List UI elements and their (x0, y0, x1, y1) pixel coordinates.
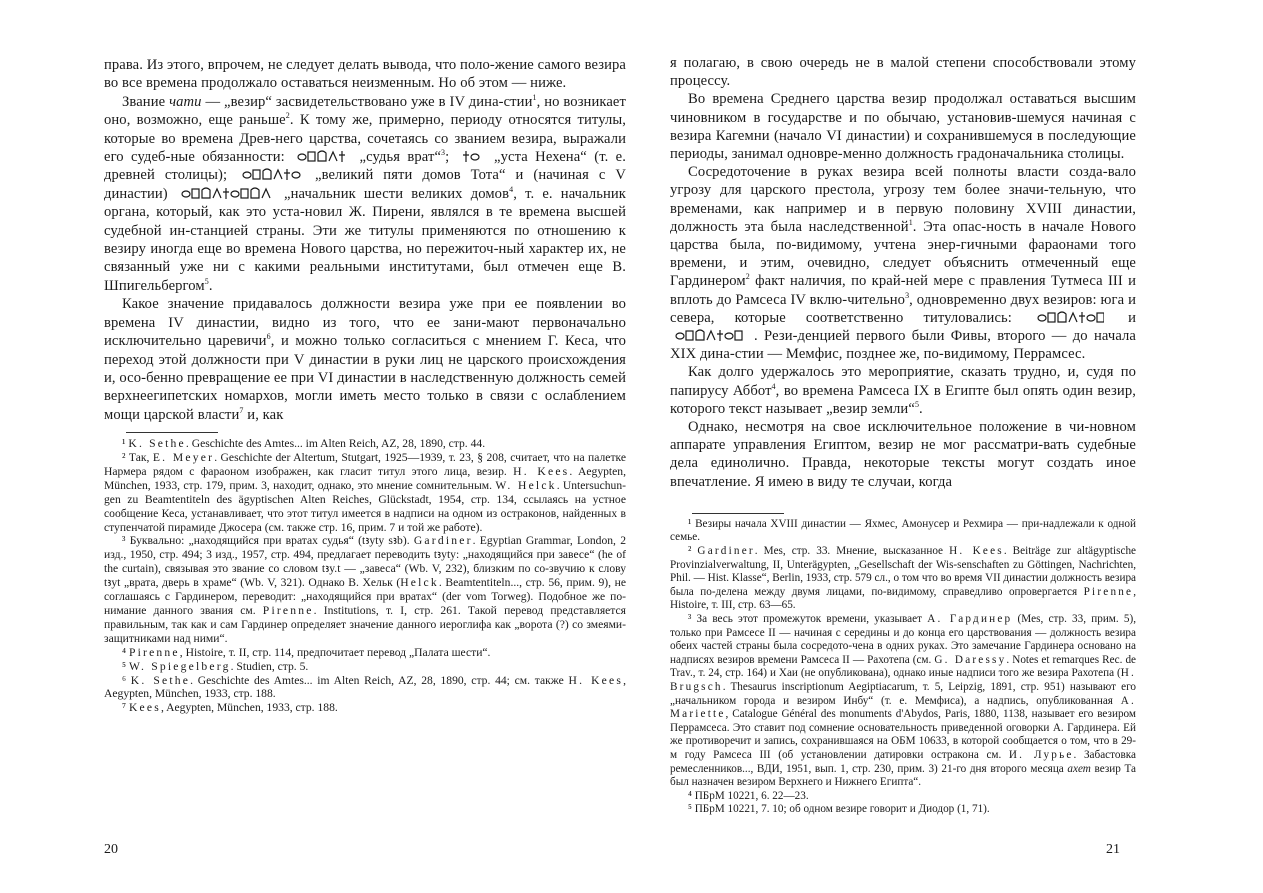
footnote-marker: 4 (509, 184, 514, 194)
paragraph: Во времена Среднего царства везир продолжал оставаться высшим чиновником в государстве и по обычаю, установив-шемуся начиная с везира Кагемни (начало VI династии) и сохранившемуся в последующие периоды, занимал одновре-менно должность градоначальника столицы. (670, 91, 1136, 163)
author-name: Kees (128, 701, 161, 715)
author-name: И. Лурье (1008, 748, 1074, 761)
footnote: ³ За весь этот промежуток времени, указывает А. Гардинер (Mes, стр. 33, прим. 5), только при Рамсесе II — начиная с середины и до конца его царствования — должность везира обеих частей страны была сосредото-чена в одних руках. Это замечание Гардинера основано на надписях везиров времени Рамсеса II — Рахотепа (см. G. Daressy. Notes et remarques Rec. de Trav., т. 24, стр. 164) и Хаи (не опубликована), однако иные надписи того же везира Рахотепа (H. Brugsch. Thesaurus inscriptionum Aegiptiacarum, т. 5, Leipzig, 1891, стр. 951) называют его „начальником города и везиром Инбу“ (т. е. Мемфиса), а надпись, опубликованная А. Mariette, Catalogue Général des monuments d'Abydos, Paris, 1880, 1138, называет его везиром Перрамсеса. Это ставит под сомнение основательность приведенной оговорки А. Гардинера. Ей же противоречит и запись, сохранившаяся на ОБМ 10633, в которой сообщается о том, что в 29-м году Рамсеса III (об установлении датировки остракона см. И. Лурье. Забастовка ремесленников..., ВДИ, 1951, вып. 1, стр. 230, прим. 3) 21-го дня второго месяца ахет везир Та был назначен везиром Верхнего и Нижнего Египта“. (670, 613, 1136, 789)
footnote-marker: 3 (441, 148, 446, 158)
footnote-marker: 1 (532, 92, 537, 102)
author-name: H. Kees (513, 464, 570, 478)
footnote-rule (126, 432, 218, 433)
author-name: А. Гардинер (927, 613, 1013, 626)
hieroglyph-south-icon (1036, 310, 1104, 325)
left-page (104, 0, 626, 893)
author-name: H. Kees (568, 673, 624, 687)
paragraph: Какое значение придавалось должности везира уже при ее появлении во времена IV династии, видно из того, что ее зани-мают первоначально исключительно царевичи$^6$, и можно только согласиться с мнением Г. Кеса, что переход этой должности при V династии в руки лиц не царского происхождения и, осо-бенно превращение ее при VI династии в наследственную должность семей верхнеегипетских номархов, могли иметь место только в связи с ослаблением мощи царской власти$^7$ и, как (104, 296, 626, 423)
main-text (104, 56, 626, 424)
footnote-marker: 4 (771, 381, 776, 391)
author-name: W. Helck (495, 478, 557, 492)
author-name: Gardiner (697, 545, 755, 558)
paragraph: Звание чати — „везир“ засвидетельствовано уже в IV дина-стии$^1$, но возникает оно, возможно, еще раньше$^2$. К тому же, примерно, периоду относятся титулы, которые во времена Древ-него царства, сочетаясь со званием везира, выражали его судеб-ные обязанности: „судья врат“$^3$; „уста Нехена“ (т. е. древней столицы); „великий пяти домов Тота“ и (начиная с V династии) „начальник шести великих домов$^4$, т. е. начальник органа, который, как это уста-новил Ж. Пирени, являлся в те времена высшей судебной ин-станцией страны. Эти же титулы применяются по отношению к везиру иногда еще во времена Нового царства, но пережиточ-ный характер их, не связанный уже ни с какими реальными институтами, был отмечен еще В. Шпигельбергом$^5$. (104, 92, 627, 294)
footnote-rule (692, 513, 784, 514)
footnote: ¹ K. Sethe. Geschichte des Amtes... im Alten Reich, AZ, 28, 1890, стр. 44. (122, 437, 486, 451)
page-number: 21 (1106, 842, 1120, 857)
paragraph: права. Из этого, впрочем, не следует делать вывода, что поло-жение самого везира во все времена продолжало оставаться неизменным. Но об этом — ниже. (104, 57, 626, 92)
author-name: Helck (400, 576, 439, 590)
paragraph: Однако, несмотря на свое исключительное положение в чи-новном аппарате управления Египтом, везир не мог рассматри-вать судебные дела единолично. Правда, некоторые тексты могут создать иное впечатление. Я имею в виду те случаи, когда (670, 419, 1136, 490)
footnote: ⁴ ПБрМ 10221, 6. 22—23. (688, 789, 809, 802)
footnote: ⁵ W. Spiegelberg. Studien, стр. 5. (122, 659, 309, 673)
author-name: H. Kees (949, 545, 1004, 558)
author-name: K. Sethe (130, 673, 191, 687)
hieroglyph-tayty-icon (296, 149, 348, 164)
paragraph: Сосредоточение в руках везира всей полноты власти созда-вало угрозу для царского престола, угрозу тем более значи-тельную, что временами, как например и в первую половину XVIII династии, должность эта была наследственной$^1$. Эта опас-ность в начале Нового царства была, по-видимому, учтена энер-гичными фараонами того времени, и этим, очевидно, следует объяснить отмеченный еще Гардинером$^2$ факт наличия, по край-ней мере с правления Тутмеса III и вплоть до Рамсеса IV вклю-чительно$^3$, одновременно двух везиров: юга и севера, которые соответственно титуловались: и . Рези-денцией первого были Фивы, второго — до начала XIX дина-стии — Мемфис, позднее же, по-видимому, Перрамсес. (670, 164, 1137, 363)
hieroglyph-six-houses-icon (180, 186, 272, 201)
footnote: ² Gardiner. Mes, стр. 33. Мнение, высказанное H. Kees. Beiträge zur altägyptische Provinzialverwaltung, II, Unterägypten, „Gesellschaft der Wis-senschaften zu Göttingen, Nachrichten, Phil. — Hist. Klasse“, Berlin, 1933, стр. 579 сл., о том что во время VII династии должность везира была по-делена между двумя лицами, по-видимому, справедливо опровергается Pirenne, Histoire, т. III, стр. 63—65. (670, 545, 1137, 612)
italic-term: чати (169, 93, 202, 110)
footnote-marker: 2 (285, 111, 290, 121)
footnote-marker: 6 (266, 332, 271, 342)
footnote: ⁴ Pirenne, Histoire, т. II, стр. 114, предпочитает перевод „Палата шести“. (122, 645, 491, 659)
author-name: G. Daressy (934, 653, 1007, 666)
author-name: Pirenne (262, 604, 314, 617)
author-name: Gardiner (413, 534, 473, 548)
hieroglyph-thoth-icon (241, 167, 301, 182)
footnote-marker: 5 (914, 400, 920, 409)
footnote: ² Так, E. Meyer. Geschichte der Altertum, Stutgart, 1925—1939, т. 23, § 208, считает, что на палетке Нармера рядом с фараоном изображен, как гласит титул этого лица, везир. H. Kees. Aegypten, München, 1933, стр. 179, прим. 3, находит, однако, это мнение сомнительным. W. Helck. Untersuchun-gen zu Beamtentiteln des ägyptischen Alten Reiches, Glückstadt, 1954, стр. 134, ссылаясь на устное сообщение Кеса, устанавливает, что этот титул имеется в надписи на одном из остраконов, найденных в ступенчатой пирамиде Джосера (см. также стр. 16, прим. 7 и той же работе). (104, 451, 626, 534)
author-name: K. Sethe (128, 437, 186, 451)
footnote: ³ Буквально: „находящийся при вратах судья“ (tꜣyty sꜣb). Gardiner. Egyptian Grammar, London, 2 изд., 1950, стр. 494; 3 изд., 1957, стр. 494, предлагает переводить tꜣyty: „находящийся при завесе“ (he of the curtain), связывая это звание со словом tꜣy.t — „завеса“ (Wb. V, 232), близким по со-звучию к слову tꜣyt „врата, дверь в храме“ (Wb. V, 321). Однако В. Хельк (Helck. Beamtentiteln..., стр. 56, прим. 9), не соглашаясь с Гардинером, переводит: „находящийся при вратах“ (der vom Torweg). Подобное же по-нимание данного звания см. Pirenne. Institutions, т. I, стр. 261. Такой перевод представляется правильным, так как и сам Гардинер определяет значение данного иероглифа как „ворота (?) со змеями-защитниками над ними“. (104, 534, 626, 645)
hieroglyph-nekhen-icon (461, 149, 483, 164)
author-name: H. Brugsch (670, 667, 1136, 693)
author-name: А. Mariette (670, 694, 1136, 721)
footnote: ¹ Везиры начала XVIII династии — Яхмес, Амонусер и Рехмира — при-надлежали к одной семье. (670, 517, 1136, 544)
author-name: Pirenne (1083, 585, 1134, 598)
footnotes (670, 518, 1136, 817)
paragraph: я полагаю, в свою очередь не в малой степени способствовали этому процессу. (670, 55, 1136, 90)
author-name: Pirenne (128, 645, 180, 659)
hieroglyph-north-icon (674, 328, 750, 343)
footnote-marker: 7 (239, 405, 244, 415)
italic-term: ахет (1067, 762, 1091, 775)
paragraph: Как долго удержалось это мероприятие, сказать трудно, и, судя по папирусу Аббот$^4$, во времена Рамсеса IX в Египте был опять один везир, которого текст называет „везир земли“$^5$. (670, 364, 1136, 417)
author-name: E. Meyer (152, 451, 215, 465)
footnote-marker: 3 (905, 290, 910, 300)
footnote: ⁷ Kees, Aegypten, München, 1933, стр. 188. (122, 701, 338, 715)
footnote-marker: 5 (204, 277, 209, 287)
author-name: W. Spiegelberg (128, 659, 231, 673)
footnote-marker: 2 (745, 272, 750, 282)
footnotes (104, 437, 626, 715)
footnote: ⁶ K. Sethe. Geschichte des Amtes... im Alten Reich, AZ, 28, 1890, стр. 44; см. также H. Kees, Aegypten, München, 1933, стр. 188. (104, 673, 626, 701)
right-page (670, 0, 1136, 893)
footnote: ⁵ ПБрМ 10221, 7. 10; об одном везире говорит и Диодор (1, 71). (688, 803, 990, 816)
footnote-marker: 1 (908, 217, 913, 227)
page-number: 20 (104, 842, 118, 857)
main-text (670, 54, 1136, 491)
